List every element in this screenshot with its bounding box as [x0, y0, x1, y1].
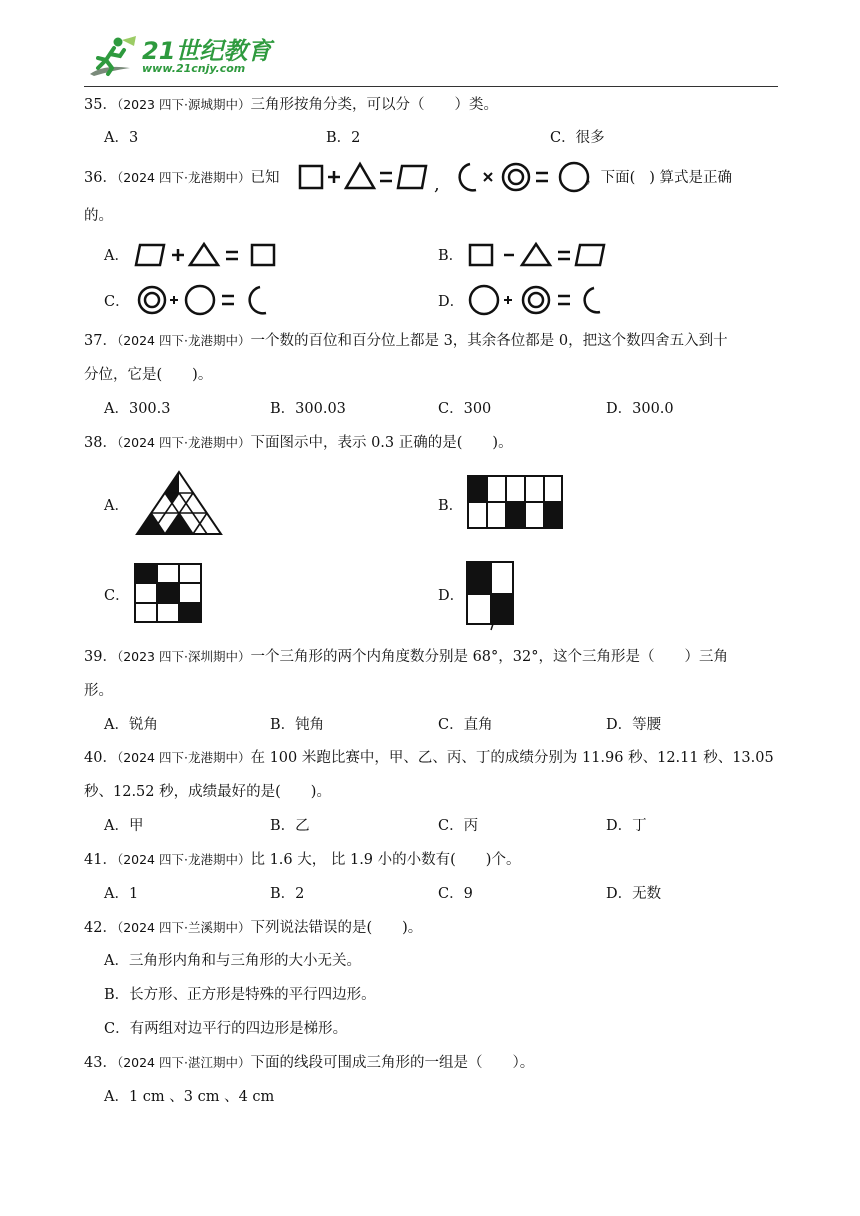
- question-40: 40．（2024 四下·龙港期中）在 100 米跑比赛中，甲、乙、丙、丁的成绩分别为 11.96 秒、12.11 秒、13.05: [84, 750, 774, 766]
- option-39-c: C．直角: [438, 717, 493, 733]
- option-36-d-figure: [466, 284, 616, 316]
- logo-url: www.21cnjy.com: [142, 61, 246, 75]
- question-43: 43．（2024 四下·湛江期中）下面的线段可围成三角形的一组是（ ）。: [84, 1055, 535, 1071]
- option-35-b: B．2: [326, 130, 361, 146]
- option-40-d: D．丁: [606, 818, 647, 834]
- option-42-b: B．长方形、正方形是特殊的平行四边形。: [104, 987, 376, 1003]
- option-38-d-grid-figure: [465, 560, 517, 632]
- question-36-line2: 的。: [84, 208, 113, 224]
- option-39-b: B．钝角: [270, 717, 325, 733]
- svg-text:,: ,: [434, 174, 440, 194]
- option-39-d: D．等腰: [606, 717, 662, 733]
- option-36-a: A．: [104, 248, 129, 264]
- question-40-line2: 秒、12.52 秒，成绩最好的是( )。: [84, 784, 331, 800]
- option-43-a: A．1 cm 、3 cm 、4 cm: [104, 1089, 275, 1105]
- option-36-a-figure: [132, 240, 282, 270]
- option-36-c: C．: [104, 294, 130, 310]
- option-36-b-figure: [466, 240, 616, 270]
- option-38-c: C．: [104, 588, 130, 604]
- option-38-a: A．: [104, 498, 129, 514]
- option-41-b: B．2: [270, 886, 305, 902]
- option-38-a-triangle-figure: [133, 470, 225, 536]
- option-41-d: D．无数: [606, 886, 662, 902]
- option-38-b: B．: [438, 498, 464, 514]
- question-39-line2: 形。: [84, 683, 113, 699]
- option-40-a: A．甲: [104, 818, 144, 834]
- option-41-c: C．9: [438, 886, 473, 902]
- question-36: 36．（2024 四下·龙港期中）已知 ，下面( ) 算式是正确: [84, 170, 733, 186]
- question-42: 42．（2024 四下·兰溪期中）下列说法错误的是( )。: [84, 920, 423, 936]
- option-36-d: D．: [438, 294, 465, 310]
- option-39-a: A．锐角: [104, 717, 158, 733]
- option-35-c: C．很多: [550, 130, 605, 146]
- logo-title: 21世纪教育: [142, 36, 272, 65]
- runner-logo-icon: [84, 34, 140, 78]
- question-37: 37．（2024 四下·龙港期中）一个数的百位和百分位上都是 3，其余各位都是 0，把这个数四舍五入到十: [84, 333, 728, 349]
- page-header: [84, 26, 778, 86]
- symbol-equation-figure: [296, 160, 602, 194]
- option-40-b: B．乙: [270, 818, 310, 834]
- option-37-a: A．300.3: [104, 401, 171, 417]
- option-38-b-grid-figure: [466, 474, 564, 530]
- option-36-c-figure: [132, 284, 282, 316]
- option-42-c: C．有两组对边平行的四边形是梯形。: [104, 1021, 348, 1037]
- question-39: 39．（2023 四下·深圳期中）一个三角形的两个内角度数分别是 68°，32°，这个三角形是（ ）三角: [84, 649, 728, 665]
- option-41-a: A．1: [104, 886, 139, 902]
- question-38: 38．（2024 四下·龙港期中）下面图示中，表示 0.3 正确的是( )。: [84, 435, 513, 451]
- header-divider: [84, 86, 778, 87]
- option-35-a: A．3: [104, 130, 139, 146]
- logo: [84, 34, 271, 78]
- option-42-a: A．三角形内角和与三角形的大小无关。: [104, 953, 361, 969]
- question-35: 35．（2023 四下·源城期中）三角形按角分类，可以分（ ）类。: [84, 97, 498, 113]
- option-37-c: C．300: [438, 401, 492, 417]
- question-37-line2: 分位，它是( )。: [84, 367, 213, 383]
- option-40-c: C．丙: [438, 818, 479, 834]
- option-38-c-grid-figure: [133, 562, 203, 624]
- option-37-b: B．300.03: [270, 401, 346, 417]
- option-37-d: D．300.0: [606, 401, 674, 417]
- option-38-d: D．: [438, 588, 465, 604]
- option-36-b: B．: [438, 248, 464, 264]
- question-41: 41．（2024 四下·龙港期中）比 1.6 大， 比 1.9 小的小数有( )个。: [84, 852, 521, 868]
